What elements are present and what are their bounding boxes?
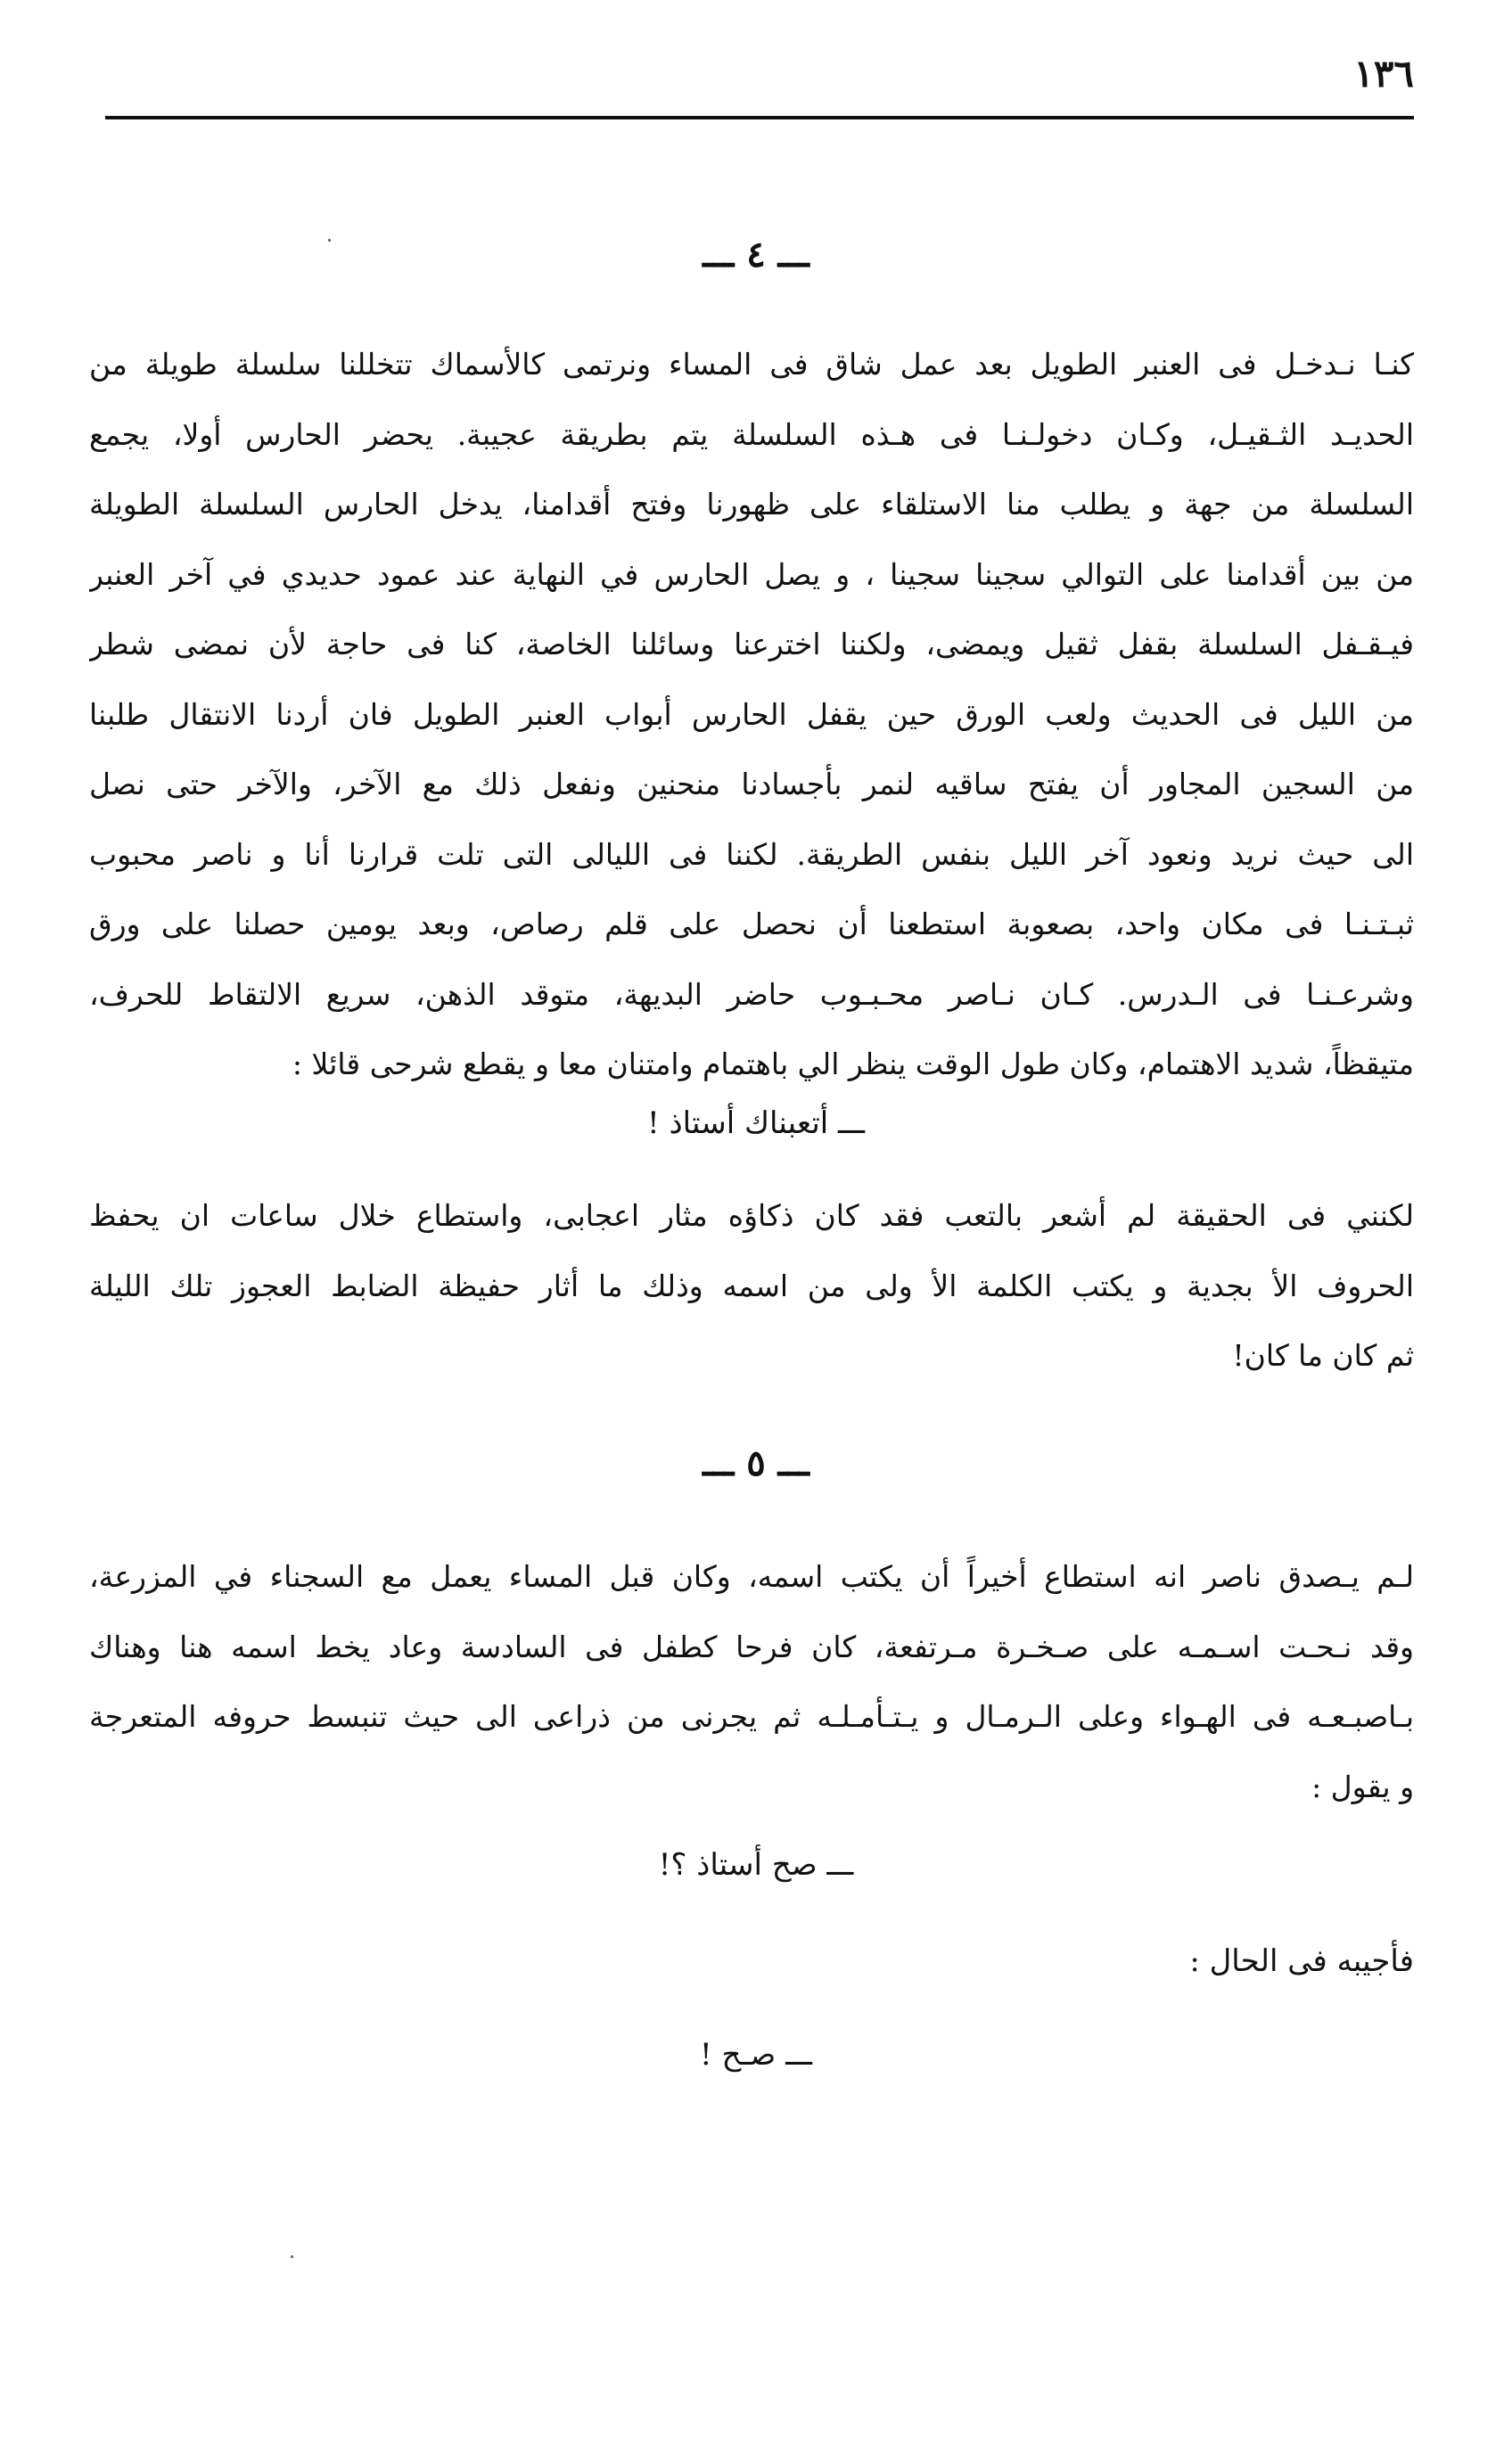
scan-speck — [291, 2255, 293, 2258]
text-line: السلسلة من جهة و يطلب منا الاستلقاء على ظهورنا وفتح أقدامنا، يدخل الحارس السلسلة الطويلة — [89, 487, 1414, 521]
scan-speck — [328, 239, 331, 242]
text-line: بـاصبـعـه فى الهـواء وعلى الـرمـال و يـتـأمـلـه ثم يجرنى من ذراعى الى حيث تنبسط حروفه المتعرجة — [89, 1699, 1414, 1734]
section-heading-5: ـــ ٥ ـــ — [703, 1442, 809, 1484]
text-line: ثم كان ما كان! — [1232, 1338, 1414, 1373]
text-line: كنـا نـدخـل فى العنبر الطويل بعد عمل شاق فى المساء ونرتمى كالأسماك تتخللنا سلسلة طويلة من — [89, 347, 1414, 382]
text-line: فيـقـفل السلسلة بقفل ثقيل ويمضى، ولكننا اخترعنا وسائلنا الخاصة، كنا فى حاجة لأن نمضى شطر — [89, 627, 1414, 661]
dialogue-line: ـــ صح أستاذ ؟! — [658, 1847, 854, 1883]
text-line: و يقول : — [1311, 1769, 1414, 1804]
section5-paragraph-1 — [89, 1542, 1414, 1822]
text-line: الحروف الأ بجدية و يكتب الكلمة الأ ولى من اسمه وذلك ما أثار حفيظة الضابط العجوز تلك الليلة — [89, 1268, 1414, 1303]
section-heading-4: ـــ ٤ ـــ — [703, 234, 809, 275]
dialogue-line: ـــ صـح ! — [700, 2037, 812, 2073]
text-line: الى حيث نريد ونعود آخر الليل بنفس الطريقة. لكننا فى الليالى التى تلت قرارنا أنا و ناصر محبوب — [89, 836, 1414, 872]
page-number: ١٣٦ — [1353, 52, 1414, 95]
text-line: وشرعـنـا فى الـدرس. كـان نـاصر محـبـوب حاضر البديهة، متوقد الذهن، سريع الالتقاط للحرف، — [89, 976, 1414, 1012]
text-line: من السجين المجاور أن يفتح ساقيه لنمر بأجسادنا منحنين ونفعل ذلك مع الآخر، والآخر حتى نصل — [89, 767, 1414, 801]
text-line: من الليل فى الحديث ولعب الورق حين يقفل الحارس أبواب العنبر الطويل فان أردنا الانتقال طلبنا — [89, 696, 1414, 732]
header-rule — [105, 116, 1414, 119]
text-line: الحديـد الثـقيـل، وكـان دخولـنـا فى هـذه السلسلة يتم بطريقة عجيبة. يحضر الحارس أولا، يجمع — [89, 416, 1414, 452]
reply-intro-line: فأجيبه فى الحال : — [1189, 1943, 1414, 1979]
text-line: لكنني فى الحقيقة لم أشعر بالتعب فقد كان ذكاؤه مثار اعجابى، واستطاع خلال ساعات ان يحفظ — [89, 1198, 1414, 1233]
text-line: ثبـتـنـا فى مكان واحد، بصعوبة استطعنا أن نحصل على قلم رصاص، وبعد يومين حصلنا على ورق — [89, 907, 1414, 941]
text-line: متيقظاً، شديد الاهتمام، وكان طول الوقت ينظر الي باهتمام وامتنان معا و يقطع شرحى قائلا : — [292, 1047, 1414, 1081]
section4-paragraph-1 — [89, 330, 1414, 1100]
text-line: وقد نـحـت اسـمـه على صـخـرة مـرتفعة، كان فرحا كطفل فى السادسة وعاد يخط اسمه هنا وهناك — [89, 1629, 1414, 1664]
text-line: من بين أقدامنا على التوالي سجينا سجينا ، و يصل الحارس في النهاية عند عمود حديدي في آخر العنبر — [89, 556, 1414, 592]
text-line: لـم يـصدق ناصر انه استطاع أخيراً أن يكتب اسمه، وكان قبل المساء يعمل مع السجناء في المزرعة، — [89, 1559, 1414, 1594]
dialogue-line: ـــ أتعبناك أستاذ ! — [647, 1105, 865, 1141]
section4-paragraph-2 — [89, 1181, 1414, 1392]
